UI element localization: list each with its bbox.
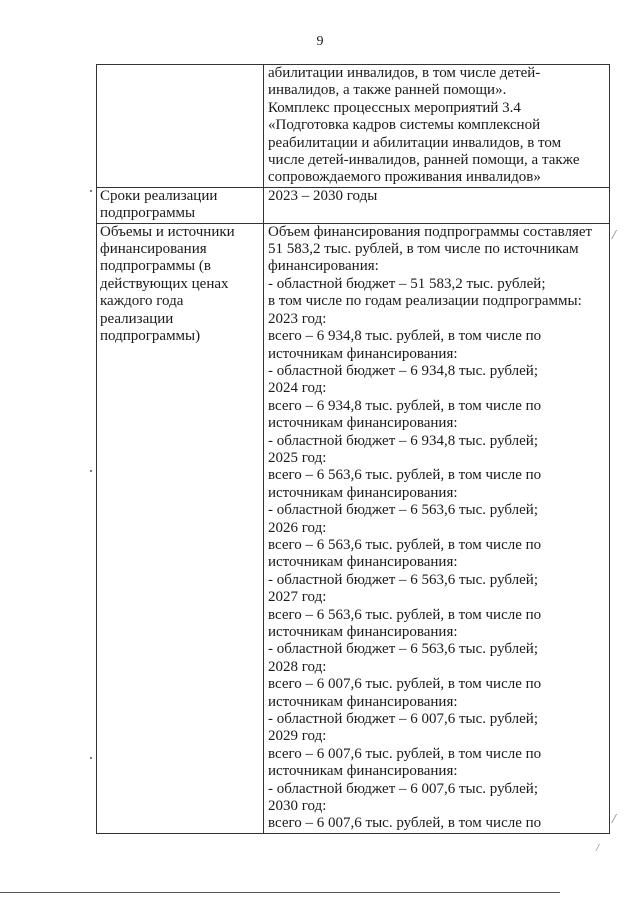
table-row-terms — [97, 187, 610, 223]
text-line: абилитации инвалидов, в том числе детей- — [268, 65, 541, 81]
text-line: всего – 6 007,6 тыс. рублей, в том числе по — [268, 815, 542, 832]
passport-table — [96, 64, 610, 834]
text-line: 2029 год: — [268, 728, 327, 745]
text-line: 2030 год: — [268, 798, 327, 815]
text-line: всего – 6 563,6 тыс. рублей, в том числе по — [268, 606, 542, 623]
text-line: финансирования — [100, 241, 207, 258]
text-line: всего – 6 934,8 тыс. рублей, в том числе по — [268, 397, 542, 414]
text-line: реабилитации и абилитации инвалидов, в том — [268, 134, 562, 151]
text-line: 2028 год: — [268, 658, 327, 675]
text-line: источникам финансирования: — [268, 693, 458, 710]
text-line: - областной бюджет – 6 563,6 тыс. рублей; — [268, 641, 538, 658]
text-line: подпрограммы — [100, 205, 196, 222]
text-line: всего – 6 007,6 тыс. рублей, в том числе по — [268, 745, 542, 762]
scan-dot — [90, 470, 92, 472]
text-line: действующих ценах — [100, 275, 229, 292]
text-line: 2023 год: — [268, 310, 327, 327]
text-line: всего – 6 563,6 тыс. рублей, в том числе по — [268, 467, 542, 484]
text-line: источникам финансирования: — [268, 624, 458, 640]
text-line: - областной бюджет – 6 563,6 тыс. рублей; — [268, 571, 538, 588]
text-line: источникам финансирования: — [268, 345, 458, 362]
text-line: Комплекс процессных мероприятий 3.4 — [268, 99, 521, 116]
text-line: 2026 год: — [268, 519, 327, 536]
table-row-funding — [97, 223, 610, 833]
text-line: сопровождаемого проживания инвалидов» — [268, 169, 541, 186]
text-line: в том числе по годам реализации подпрограммы: — [268, 293, 582, 310]
text-line: 2024 год: — [268, 380, 327, 397]
text-line: Сроки реализации — [100, 187, 218, 204]
text-line: - областной бюджет – 6 007,6 тыс. рублей; — [268, 780, 538, 797]
text-line: каждого года — [100, 293, 184, 310]
text-line: источникам финансирования: — [268, 554, 458, 571]
row1-left-cell — [97, 65, 264, 188]
text-line: Объемы и источники — [100, 223, 235, 240]
table-row-continuation — [97, 65, 610, 188]
row3-right-cell — [264, 223, 610, 833]
text-line: реализации — [100, 310, 174, 327]
text-line: - областной бюджет – 51 583,2 тыс. рублей; — [268, 275, 546, 292]
text-line: 2027 год: — [268, 589, 327, 606]
bottom-rule — [0, 892, 560, 893]
text-line: «Подготовка кадров системы комплексной — [268, 117, 541, 134]
row3-right-text — [268, 224, 606, 833]
scan-mark: / — [612, 228, 616, 243]
text-line: - областной бюджет – 6 007,6 тыс. рублей; — [268, 711, 538, 728]
text-line: - областной бюджет – 6 934,8 тыс. рублей; — [268, 362, 538, 379]
text-line: финансирования: — [268, 258, 379, 275]
page-number: 9 — [316, 34, 324, 49]
row2-left-cell — [97, 187, 264, 223]
text-line: подпрограммы) — [100, 328, 201, 345]
text-line: подпрограммы (в — [100, 258, 211, 275]
text-line: - областной бюджет – 6 563,6 тыс. рублей; — [268, 502, 538, 519]
row3-left-text — [100, 224, 260, 346]
row1-right-text — [268, 65, 606, 187]
row3-left-cell — [97, 223, 264, 833]
row2-left-text — [100, 188, 260, 223]
text-line: 2023 – 2030 годы — [268, 187, 378, 204]
row1-right-cell — [264, 65, 610, 188]
text-line: всего – 6 007,6 тыс. рублей, в том числе по — [268, 676, 542, 693]
text-line: источникам финансирования: — [268, 415, 458, 432]
text-line: 2025 год: — [268, 449, 327, 466]
text-line: - областной бюджет – 6 934,8 тыс. рублей; — [268, 432, 538, 449]
text-line: числе детей-инвалидов, ранней помощи, а также — [268, 152, 580, 169]
scan-mark: / — [612, 812, 616, 827]
text-line: источникам финансирования: — [268, 484, 458, 501]
text-line: инвалидов, а также ранней помощи». — [268, 82, 507, 99]
row2-right-text — [268, 188, 606, 205]
scan-mark: / — [596, 842, 600, 854]
text-line: Объем финансирования подпрограммы составляет — [268, 223, 593, 240]
scan-dot — [90, 190, 92, 192]
scan-dot — [90, 757, 92, 759]
text-line: 51 583,2 тыс. рублей, в том числе по источникам — [268, 241, 579, 258]
row2-right-cell — [264, 187, 610, 223]
text-line: источникам финансирования: — [268, 763, 458, 780]
text-line: всего – 6 934,8 тыс. рублей, в том числе по — [268, 328, 542, 345]
text-line: всего – 6 563,6 тыс. рублей, в том числе по — [268, 536, 542, 553]
